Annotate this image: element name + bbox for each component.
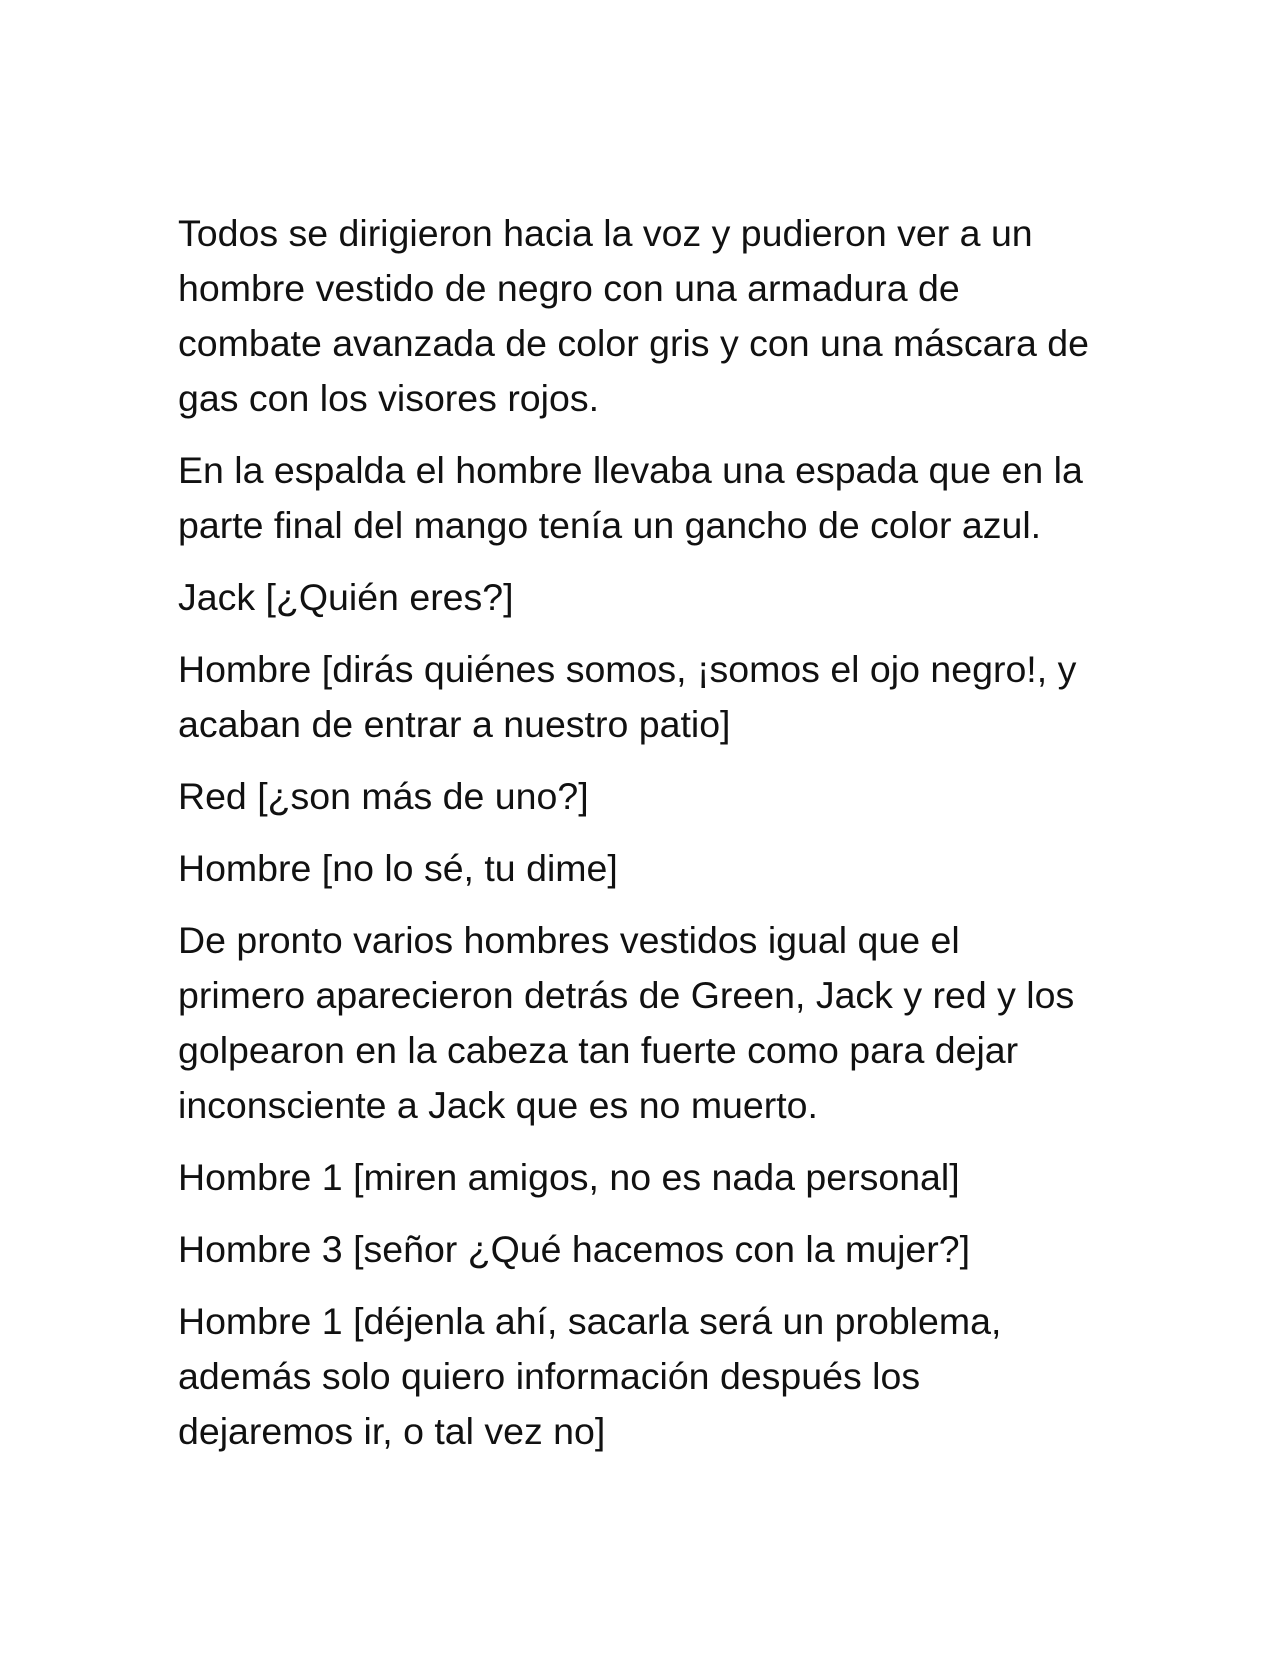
dialogue-hombre-3 [178,1222,1108,1277]
text-line: acaban de entrar a nuestro patio] [178,703,731,745]
text-line: parte final del mango tenía un gancho de color azul. [178,504,1042,546]
text-line: Hombre 1 [miren amigos, no es nada personal] [178,1156,960,1198]
text-line: Hombre 3 [señor ¿Qué hacemos con la mujer?] [178,1228,971,1270]
text-line: gas con los visores rojos. [178,377,600,419]
paragraph-narration [178,913,1108,1133]
text-line: Hombre [no lo sé, tu dime] [178,847,618,889]
text-line: Red [¿son más de uno?] [178,775,589,817]
paragraph-2 [178,443,1108,553]
dialogue-hombre-1 [178,1150,1108,1205]
dialogue-hombre [178,642,1108,752]
text-line: hombre vestido de negro con una armadura de [178,267,960,309]
dialogue-hombre-2 [178,841,1108,896]
text-line: además solo quiero información después los [178,1355,921,1397]
document-body [178,206,1108,1476]
text-line: golpearon en la cabeza tan fuerte como para dejar [178,1029,1019,1071]
text-line: En la espalda el hombre llevaba una espada que en la [178,449,1083,491]
text-line: combate avanzada de color gris y con una máscara de [178,322,1089,364]
text-line: Hombre [dirás quiénes somos, ¡somos el ojo negro!, y [178,648,1077,690]
text-line: De pronto varios hombres vestidos igual que el [178,919,960,961]
dialogue-red [178,769,1108,824]
dialogue-hombre-1-final [178,1294,1108,1459]
text-line: Hombre 1 [déjenla ahí, sacarla será un problema, [178,1300,1002,1342]
paragraph-1 [178,206,1108,426]
text-line: Jack [¿Quién eres?] [178,576,514,618]
text-line: inconsciente a Jack que es no muerto. [178,1084,818,1126]
text-line: Todos se dirigieron hacia la voz y pudieron ver a un [178,212,1033,254]
dialogue-jack [178,570,1108,625]
text-line: primero aparecieron detrás de Green, Jack y red y los [178,974,1075,1016]
text-line: dejaremos ir, o tal vez no] [178,1410,606,1452]
